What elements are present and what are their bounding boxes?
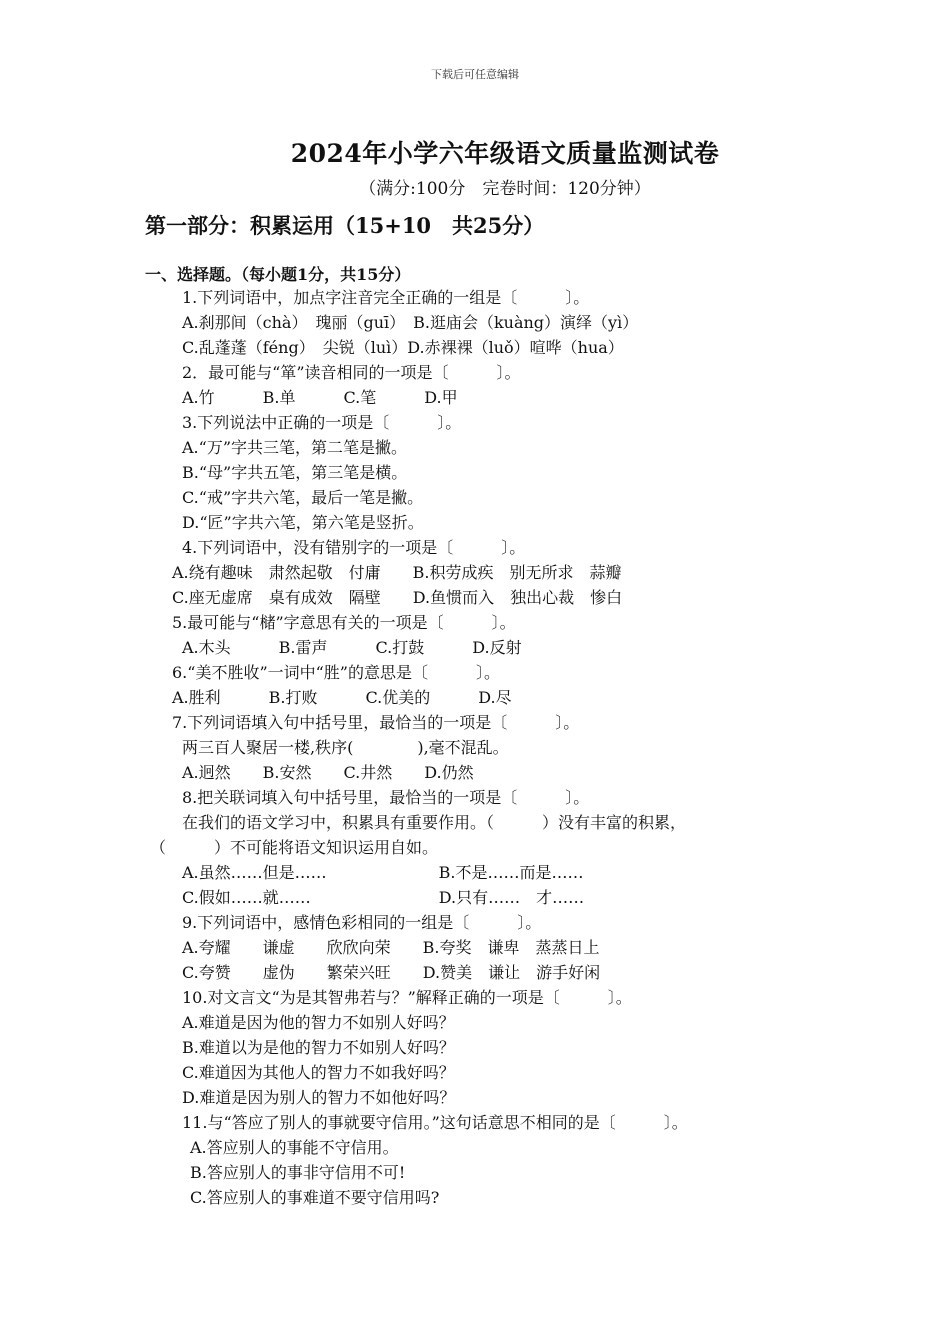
question-11: 11.与“答应了别人的事就要守信用。”这句话意思不相同的是〔 〕。 xyxy=(182,1113,688,1132)
question-10-option-b: B.难道以为是他的智力不如别人好吗？ xyxy=(182,1038,455,1057)
question-11-option-b: B.答应别人的事非守信用不可! xyxy=(190,1163,406,1182)
question-8-sentence: 在我们的语文学习中，积累具有重要作用。（ ）没有丰富的积累， xyxy=(182,813,687,832)
question-3-option-d: D.“匠”字共六笔，第六笔是竖折。 xyxy=(182,513,424,532)
question-3-option-a: A.“万”字共三笔，第二笔是撇。 xyxy=(182,438,408,457)
question-7-options: A.迥然 B.安然 C.井然 D.仍然 xyxy=(182,763,474,782)
question-6: 6.“美不胜收”一词中“胜”的意思是〔 〕。 xyxy=(172,663,500,682)
question-11-option-a: A.答应别人的事能不守信用。 xyxy=(190,1138,399,1157)
question-10-option-d: D.难道是因为别人的智力不如他好吗？ xyxy=(182,1088,456,1107)
question-5: 5.最可能与“槠”字意思有关的一项是〔 〕。 xyxy=(172,613,516,632)
question-4-options-ab: A.绕有趣味 肃然起敬 付庸 B.积劳成疾 别无所求 蒜瓣 xyxy=(172,563,622,582)
exam-subtitle: （满分:100分 完卷时间：120分钟） xyxy=(359,179,651,199)
question-2-options: A.竹 B.单 C.笔 D.甲 xyxy=(182,388,458,407)
question-5-options: A.木头 B.雷声 C.打鼓 D.反射 xyxy=(182,638,522,657)
question-8-options-cd: C.假如……就…… D.只有…… 才…… xyxy=(182,888,585,907)
question-7-sentence: 两三百人聚居一楼,秩序( ),毫不混乱。 xyxy=(182,738,509,757)
question-3-option-b: B.“母”字共五笔，第三笔是横。 xyxy=(182,463,408,482)
question-10-option-a: A.难道是因为他的智力不如别人好吗？ xyxy=(182,1013,455,1032)
part-one-title: 第一部分：积累运用（15+10 共25分） xyxy=(145,213,545,238)
question-3-option-c: C.“戒”字共六笔，最后一笔是撇。 xyxy=(182,488,424,507)
question-2: 2．最可能与“箪”读音相同的一项是〔 〕。 xyxy=(182,363,521,382)
question-7: 7.下列词语填入句中括号里，最恰当的一项是〔 〕。 xyxy=(172,713,580,732)
question-4: 4.下列词语中，没有错别字的一项是〔 〕。 xyxy=(182,538,526,557)
question-4-options-cd: C.座无虚席 桌有成效 隔壁 D.鱼惯而入 独出心裁 惨白 xyxy=(172,588,623,607)
question-1-options-cd: C.乱蓬蓬（féng） 尖锐（luì）D.赤裸裸（luǒ）喧哗（hua） xyxy=(182,338,624,357)
question-9: 9.下列词语中，感情色彩相同的一组是〔 〕。 xyxy=(182,913,542,932)
question-1-options-ab: A.刹那间（chà） 瑰丽（guī） B.逛庙会（kuàng）演绎（yì） xyxy=(182,313,639,332)
question-10-option-c: C.难道因为其他人的智力不如我好吗？ xyxy=(182,1063,455,1082)
question-8-options-ab: A.虽然……但是…… B.不是……而是…… xyxy=(182,863,584,882)
question-1: 1.下列词语中，加点字注音完全正确的一组是〔 〕。 xyxy=(182,288,590,307)
question-10: 10.对文言文“为是其智弗若与？”解释正确的一项是〔 〕。 xyxy=(182,988,632,1007)
question-3: 3.下列说法中正确的一项是〔 〕。 xyxy=(182,413,462,432)
question-9-options-cd: C.夸赞 虚伪 繁荣兴旺 D.赞美 谦让 游手好闲 xyxy=(182,963,601,982)
section-one-title: 一、选择题。（每小题1分，共15分） xyxy=(145,265,411,284)
header-note: 下载后可任意编辑 xyxy=(431,68,519,81)
exam-title: 2024年小学六年级语文质量监测试卷 xyxy=(290,139,720,168)
question-8-sentence-cont: （ ）不可能将语文知识运用自如。 xyxy=(150,838,439,857)
question-9-options-ab: A.夸耀 谦虚 欣欣向荣 B.夸奖 谦卑 蒸蒸日上 xyxy=(182,938,600,957)
question-8: 8.把关联词填入句中括号里，最恰当的一项是〔 〕。 xyxy=(182,788,590,807)
question-6-options: A.胜利 B.打败 C.优美的 D.尽 xyxy=(172,688,512,707)
question-11-option-c: C.答应别人的事难道不要守信用吗? xyxy=(190,1188,440,1207)
